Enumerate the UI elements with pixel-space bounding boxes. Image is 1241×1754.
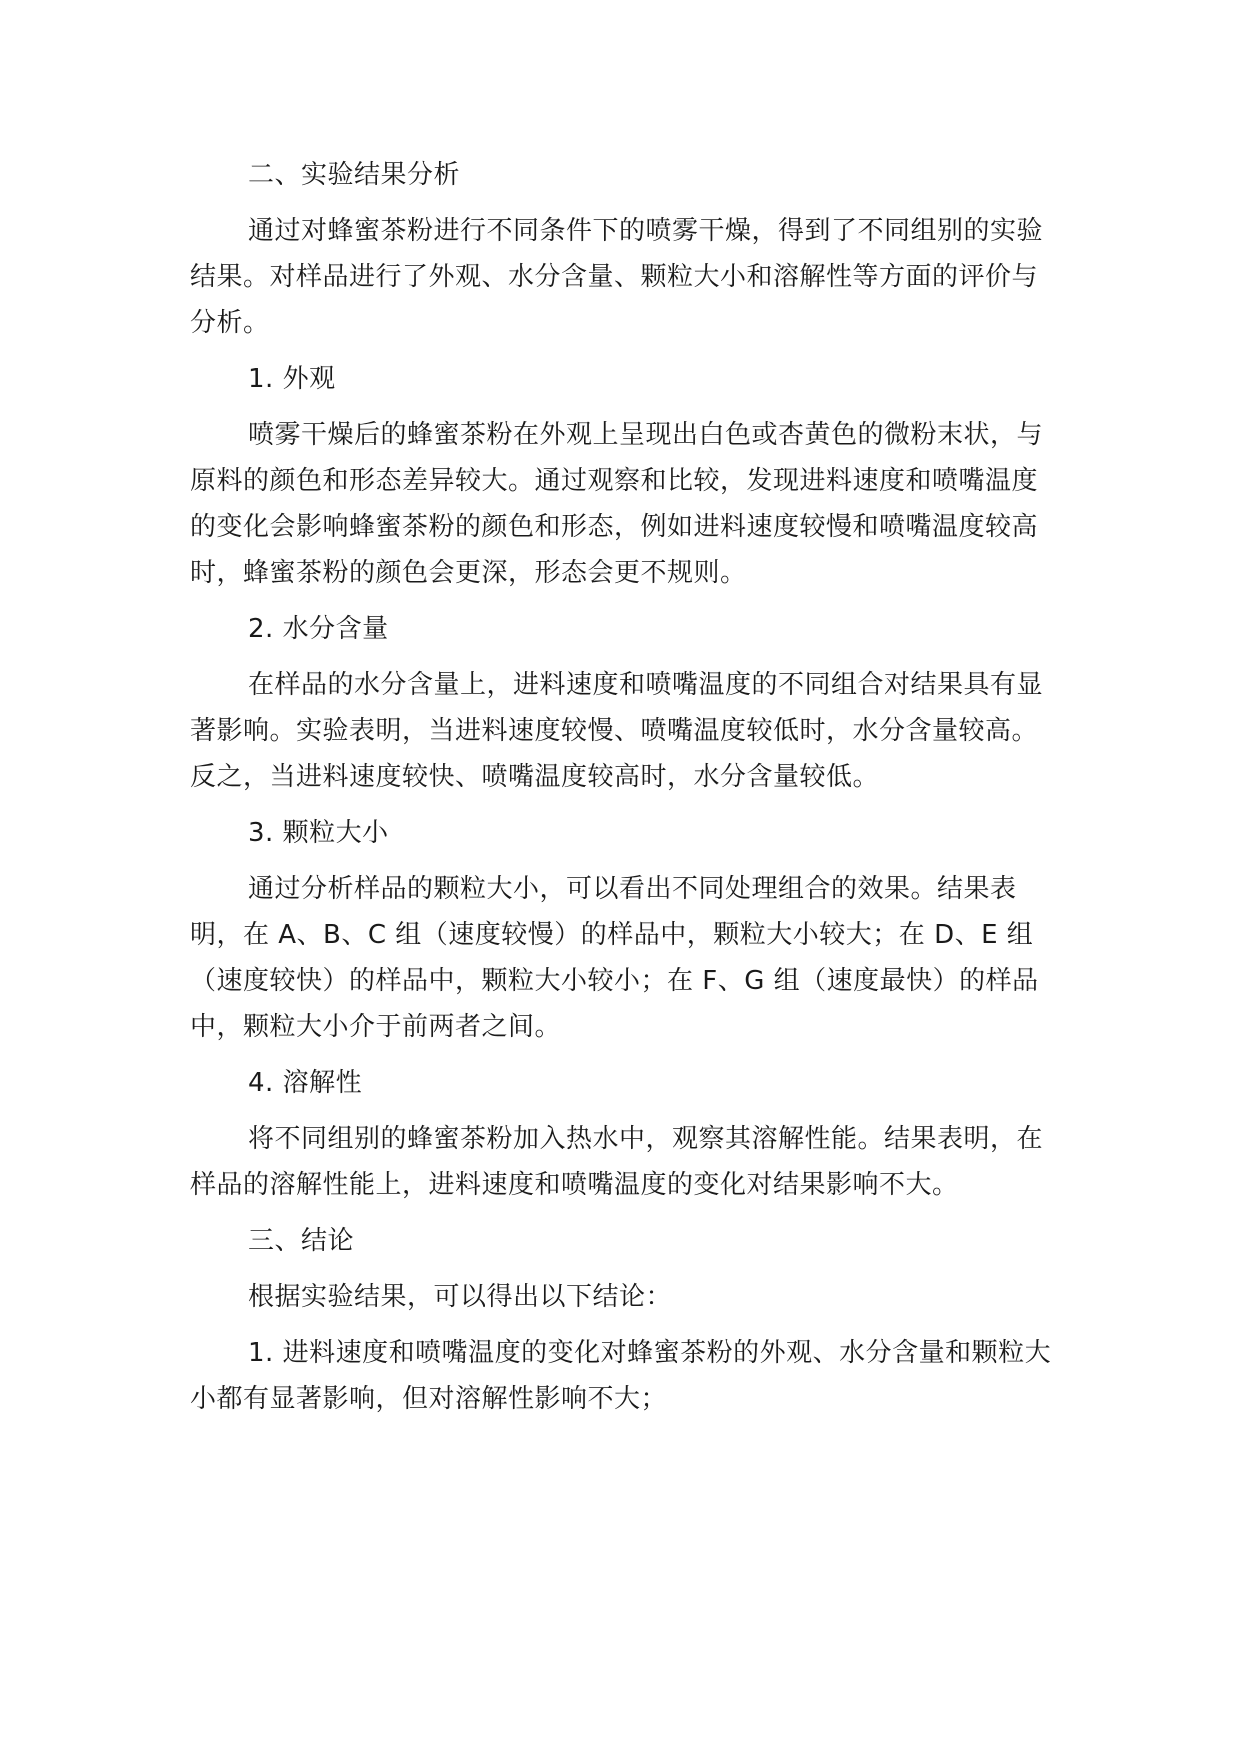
section-heading-results: 二、实验结果分析	[248, 160, 461, 190]
paragraph-particle-size: 通过分析样品的颗粒大小，可以看出不同处理组合的效果。结果表明，在 A、B、C 组（速度较慢）的样品中，颗粒大小较大；在 D、E 组（速度较快）的样品中，颗粒大小较小；在 F、G 组（速度最快）的样品中，颗粒大小介于前两者之间。	[190, 874, 1039, 1042]
intro-paragraph: 通过对蜂蜜茶粉进行不同条件下的喷雾干燥，得到了不同组别的实验结果。对样品进行了外观、水分含量、颗粒大小和溶解性等方面的评价与分析。	[190, 216, 1044, 338]
subheading-particle-size: 3. 颗粒大小	[248, 818, 389, 848]
paragraph-appearance: 喷雾干燥后的蜂蜜茶粉在外观上呈现出白色或杏黄色的微粉末状，与原料的颜色和形态差异较大。通过观察和比较，发现进料速度和喷嘴温度的变化会影响蜂蜜茶粉的颜色和形态，例如进料速度较慢和喷嘴温度较高时，蜂蜜茶粉的颜色会更深，形态会更不规则。	[190, 420, 1044, 588]
subheading-moisture: 2. 水分含量	[248, 614, 389, 644]
subheading-solubility: 4. 溶解性	[248, 1068, 363, 1098]
conclusion-item-1: 1. 进料速度和喷嘴温度的变化对蜂蜜茶粉的外观、水分含量和颗粒大小都有显著影响，但对溶解性影响不大；	[190, 1338, 1052, 1414]
paragraph-moisture: 在样品的水分含量上，进料速度和喷嘴温度的不同组合对结果具有显著影响。实验表明，当进料速度较慢、喷嘴温度较低时，水分含量较高。反之，当进料速度较快、喷嘴温度较高时，水分含量较低。	[190, 670, 1044, 792]
paragraph-solubility: 将不同组别的蜂蜜茶粉加入热水中，观察其溶解性能。结果表明，在样品的溶解性能上，进料速度和喷嘴温度的变化对结果影响不大。	[190, 1124, 1044, 1200]
document-page	[190, 152, 1052, 1432]
conclusion-intro: 根据实验结果，可以得出以下结论：	[248, 1282, 673, 1312]
section-heading-conclusion: 三、结论	[248, 1226, 355, 1256]
subheading-appearance: 1. 外观	[248, 364, 336, 394]
